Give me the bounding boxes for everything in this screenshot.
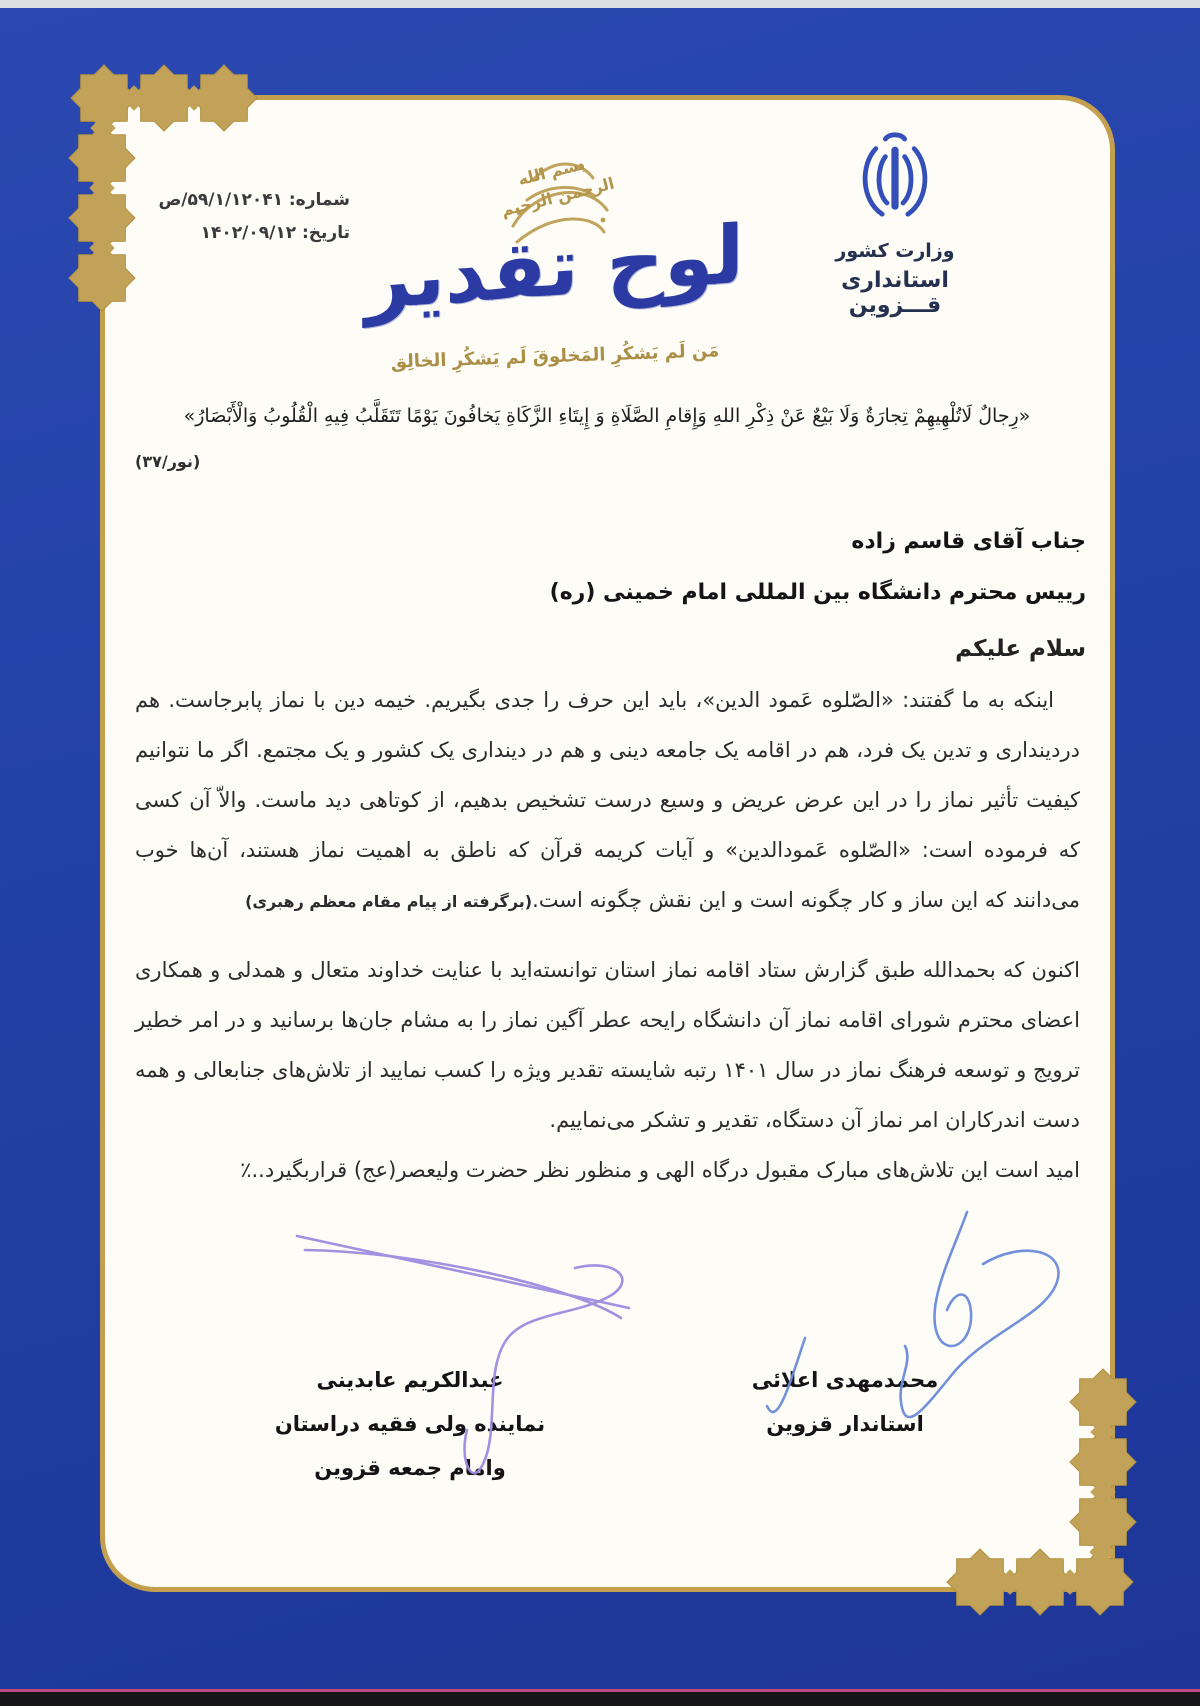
- representative-name: عبدالکریم عابدینی: [316, 1368, 504, 1392]
- certificate-subtitle: مَن لَم یَشکُرِ المَخلوقَ لَم یَشکُرِ الخالِق: [390, 340, 720, 373]
- bismillah-text: بسم الله الرحمن الرحیم: [499, 154, 617, 221]
- representative-title: نماینده ولی فقیه دراستان وامام جمعه قزوین: [274, 1412, 546, 1480]
- signature-block-governor: [705, 1358, 985, 1446]
- letter-date: [190, 217, 350, 250]
- number-label: شماره:: [288, 190, 350, 210]
- scan-edge-bottom: [0, 1692, 1200, 1706]
- letter-number: [158, 184, 350, 217]
- number-value: ۵۹/۱/۱۲۰۴۱/ص: [158, 190, 283, 210]
- scan-edge-top: [0, 0, 1200, 8]
- paragraph-1-text: اینکه به ما گفتند: «الصّلوه عَمود الدین»، باید این حرف را جدی بگیریم. خیمه دین با نماز پابرجاست. هم دردینداری و تدین یک فرد، هم در اقامه یک جامعه دینی و هم در دینداری یک کشور و یک مجتمع. اگر ما نتوانیم کیفیت تأثیر نماز را در این عرض عریض و وسیع درست تشخیص بدهیم، از کوتاهی دید ماست. والاّ آن کسی که فرموده است: «الصّلوه عَمودالدین» و آیات کریمه قرآن که ناطق به اهمیت نماز هستند، آن‌ها خوب می‌دانند که این ساز و کار چگونه است و این نقش چگونه است.: [135, 688, 1080, 912]
- governor-title: استاندار قزوین: [766, 1412, 924, 1436]
- certificate-title-wrap: [350, 208, 760, 328]
- quran-verse: «رِجالٌ لَاتُلْهِيهِمْ تِجارَةٌ وَلَا بَيْعٌ عَنْ ذِكْرِ اللهِ وَإِقامِ الصَّلَاةِ وَ إِيتَاءِ الزَّكَاةِ يَخافُونَ يَوْمًا تَتَقَلَّبُ فِيهِ الْقُلُوبُ وَالْأَبْصَارُ»: [183, 405, 1031, 427]
- paragraph-1: [135, 675, 1080, 927]
- letter-meta: [158, 184, 350, 250]
- governorate-name: استانداری قـــزوین: [841, 268, 949, 318]
- letterhead-emblem: [795, 126, 995, 318]
- iran-emblem-icon: [847, 126, 943, 232]
- recipient-block: [146, 516, 1086, 618]
- date-label: تاریخ:: [302, 223, 350, 243]
- paragraph-2: اکنون که بحمدالله طبق گزارش ستاد اقامه نماز استان توانسته‌اید با عنایت خداوند متعال و همدلی و همکاری اعضای محترم شورای اقامه نماز آن دانشگاه رایحه عطر آگین نماز را به مشام جان‌ها برسانید و در امر خطیر ترویج و توسعه فرهنگ نماز در سال ۱۴۰۱ رتبه شایسته تقدیر ویژه را کسب نمایید از تلاش‌های جنابعالی و همه دست اندرکاران امر نماز آن دستگاه، تقدیر و تشکر می‌نماییم.: [135, 958, 1080, 1132]
- recipient-title: رییس محترم دانشگاه بین المللی امام خمینی (ره): [549, 580, 1086, 605]
- salutation: سلام علیکم: [955, 636, 1086, 662]
- date-value: ۱۴۰۲/۰۹/۱۲: [200, 223, 297, 243]
- paragraph-3: امید است این تلاش‌های مبارک مقبول درگاه الهی و منظور نظر حضرت ولیعصر(عج) قراربگیرد..٪: [240, 1158, 1080, 1182]
- signature-block-representative: [270, 1358, 550, 1490]
- panel-content: [105, 100, 1110, 1587]
- recipient-name: جناب آقای قاسم زاده: [851, 529, 1086, 554]
- ministry-name: وزارت کشور: [835, 240, 955, 262]
- letter-body: [135, 675, 1080, 1195]
- paragraph-1-citation: (برگرفته از پیام مقام معظم رهبری): [245, 892, 533, 911]
- certificate-title: لوح تقدیر: [365, 207, 745, 328]
- governor-name: محمدمهدی اعلائی: [751, 1368, 939, 1392]
- verse-citation: (نور/۳۷): [135, 452, 201, 471]
